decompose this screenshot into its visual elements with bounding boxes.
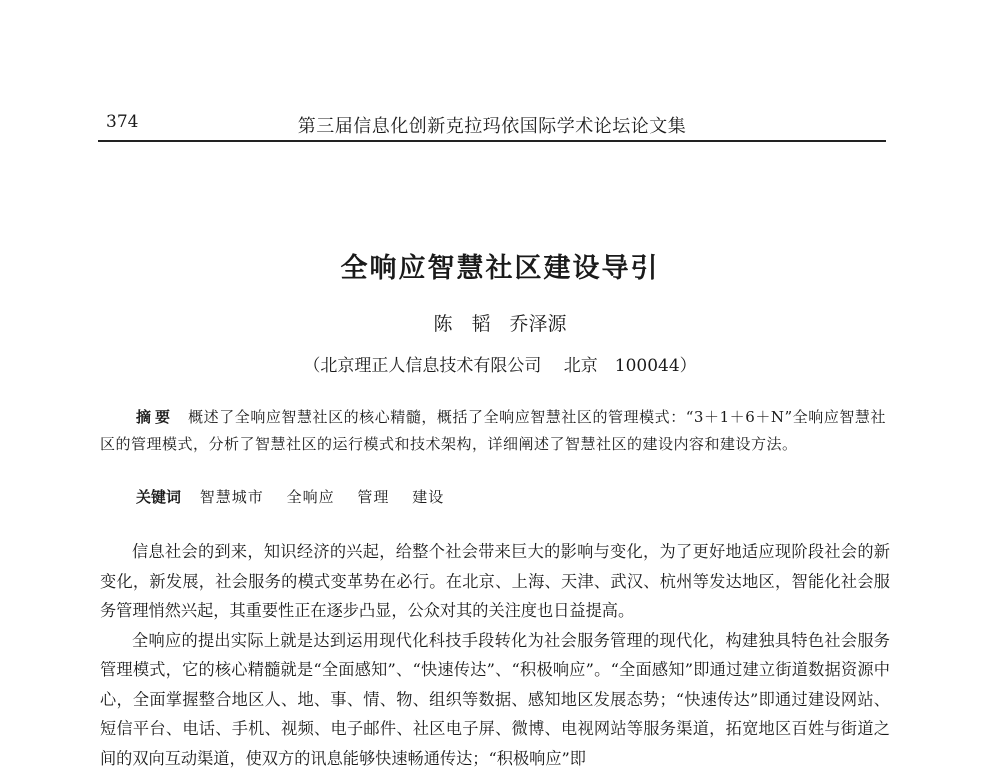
- abstract: [100, 404, 886, 458]
- authors: 陈 韬 乔泽源: [0, 309, 1000, 336]
- body-text: [100, 537, 890, 773]
- keyword: 建设: [412, 488, 444, 506]
- keywords: [136, 486, 462, 507]
- keywords-label: 关键词: [136, 488, 181, 506]
- abstract-text: 概述了全响应智慧社区的核心精髓，概括了全响应智慧社区的管理模式：“3＋1＋6＋N”全响应智慧社区的管理模式，分析了智慧社区的运行模式和技术架构，详细阐述了智慧社区的建设内容和建设方法。: [100, 408, 886, 453]
- keyword: 全响应: [287, 488, 335, 506]
- running-header: [98, 110, 886, 142]
- affiliation: （北京理正人信息技术有限公司 北京 100044）: [0, 351, 1000, 376]
- running-title: 第三届信息化创新克拉玛依国际学术论坛论文集: [98, 112, 886, 138]
- body-paragraph: 全响应的提出实际上就是达到运用现代化科技手段转化为社会服务管理的现代化，构建独具特色社会服务管理模式，它的核心精髓就是“全面感知”、“快速传达”、“积极响应”。“全面感知”即通过建立街道数据资源中心，全面掌握整合地区人、地、事、情、物、组织等数据、感知地区发展态势；“快速传达”即通过建设网站、短信平台、电话、手机、视频、电子邮件、社区电子屏、微博、电视网站等服务渠道，拓宽地区百姓与街道之间的双向互动渠道，使双方的讯息能够快速畅通传达；“积极响应”即: [100, 626, 890, 773]
- keyword: 智慧城市: [200, 488, 264, 506]
- abstract-label: 摘要: [136, 408, 174, 426]
- keyword: 管理: [357, 488, 389, 506]
- page-number: 374: [106, 112, 138, 132]
- body-paragraph: 信息社会的到来，知识经济的兴起，给整个社会带来巨大的影响与变化，为了更好地适应现阶段社会的新变化，新发展，社会服务的模式变革势在必行。在北京、上海、天津、武汉、杭州等发达地区，智能化社会服务管理悄然兴起，其重要性正在逐步凸显，公众对其的关注度也日益提高。: [100, 537, 890, 626]
- paper-title: 全响应智慧社区建设导引: [0, 246, 1000, 285]
